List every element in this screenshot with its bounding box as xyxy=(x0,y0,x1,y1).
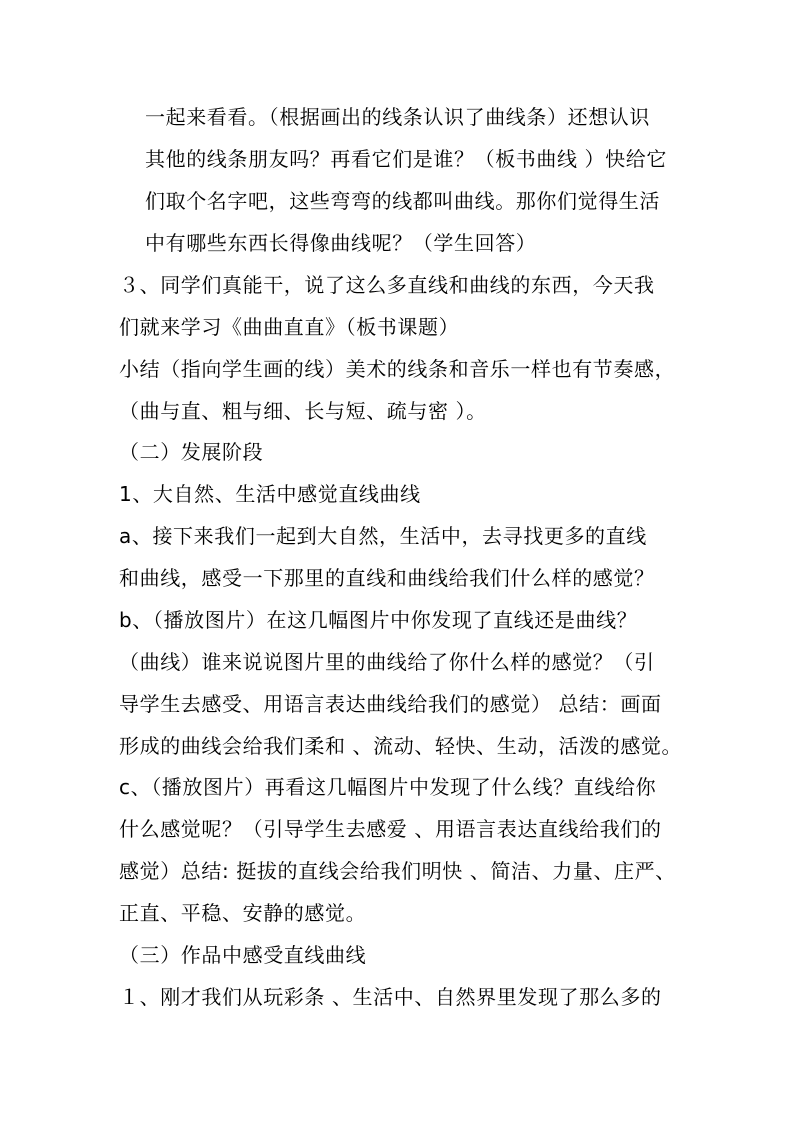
text-line: 们取个名字吧，这些弯弯的线都叫曲线。那你们觉得生活 xyxy=(145,189,660,213)
text-line: 和曲线，感受一下那里的直线和曲线给我们什么样的感觉？ xyxy=(119,566,655,590)
section-heading: （二）发展阶段 xyxy=(119,440,264,464)
text-line: 1、大自然、生活中感觉直线曲线 xyxy=(119,482,421,506)
text-line: １、刚才我们从玩彩条 、生活中、自然界里发现了那么多的 xyxy=(119,985,662,1009)
text-line: （曲线）谁来说说图片里的曲线给了你什么样的感觉？（引 xyxy=(119,650,655,674)
text-line: 小结（指向学生画的线）美术的线条和音乐一样也有节奏感， xyxy=(119,357,676,381)
text-line: 们就来学习《曲曲直直》（板书课题） xyxy=(119,315,460,339)
text-line: （曲与直、粗与细、长与短、疏与密 ）。 xyxy=(119,399,487,423)
text-line: 一起来看看。（根据画出的线条认识了曲线条）还想认识 xyxy=(145,105,650,129)
text-line: a、接下来我们一起到大自然，生活中，去寻找更多的直线 xyxy=(119,524,647,548)
text-line: c、（播放图片）再看这几幅图片中发现了什么线？直线给你 xyxy=(119,775,657,799)
text-line: 中有哪些东西长得像曲线呢？（学生回答） xyxy=(145,231,537,255)
text-line: 形成的曲线会给我们柔和 、流动、轻快、生动，活泼的感觉。 xyxy=(119,734,683,758)
section-heading: （三）作品中感受直线曲线 xyxy=(119,943,367,967)
text-line: 其他的线条朋友吗？再看它们是谁？（板书曲线 ）快给它 xyxy=(145,147,667,171)
text-line: 导学生去感受、用语言表达曲线给我们的感觉） 总结：画面 xyxy=(119,692,662,716)
text-line: b、（播放图片）在这几幅图片中你发现了直线还是曲线？ xyxy=(119,608,638,632)
text-line: 感觉）总结: 挺拔的直线会给我们明快 、简洁、力量、庄严、 xyxy=(119,859,676,883)
text-line: 正直、平稳、安静的感觉。 xyxy=(119,901,367,925)
text-line: ３、同学们真能干，说了这么多直线和曲线的东西，今天我 xyxy=(119,273,655,297)
text-line: 什么感觉呢？（引导学生去感爱 、用语言表达直线给我们的 xyxy=(119,817,662,841)
